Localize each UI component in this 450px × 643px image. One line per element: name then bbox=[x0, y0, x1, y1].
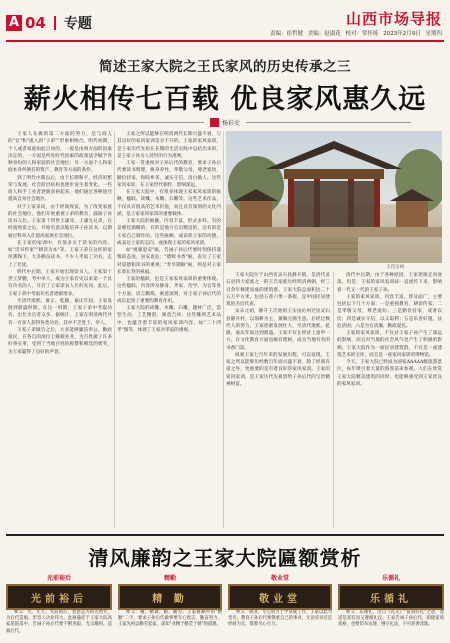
plaque-card bbox=[118, 573, 222, 640]
byline-marker-icon bbox=[210, 118, 219, 127]
plaque-title: 精勤 bbox=[163, 575, 176, 582]
paragraph: 王家大院位于山西省灵石县静升镇，是清代灵石县四大家族之一的王氏家族历经明清两朝，经三百余年修建而成的建筑群。王家大院总面积达二十五万平方米，包括五巷六堡一条街，是中国民居建筑的杰出代表。 bbox=[226, 273, 330, 307]
plaque-image: 精 勤 bbox=[118, 584, 222, 610]
stone-steps bbox=[310, 237, 358, 263]
column-divider bbox=[333, 272, 334, 528]
column-divider bbox=[114, 131, 115, 528]
article-column-1 bbox=[8, 131, 112, 528]
article-column-4 bbox=[337, 272, 442, 528]
paragraph: 王家之所以能够在明清两代长期兴盛不衰，与其良好的家风家训是分不开的。王家的家风家训，是王家历代先祖在长期的生活实践中总结出来的，是王家子孙为人处世的行为准则。 bbox=[117, 132, 221, 159]
designer-credit: 美编：赵淑花 bbox=[307, 31, 341, 37]
paragraph: 明代中后期，王家开始出现读书人。王家第十世王梦鹏，考中举人，成为王家有史以来第一个具有功名的人，开启了王家读书入仕的先河。此后，王家子弟中考取功名者逐渐增多。 bbox=[8, 269, 112, 297]
plaque-image: 乐循礼 bbox=[338, 584, 444, 610]
paragraph: 王家人在做的第二方面的努力，是与商人的"官"和"流入的"子弟""形象相吻合。明代初期，个人或者家庭如此自居的，一般是由两方面的因素决定的，一方面是所处时代因素的政策法令赋予各种身份的人和家庭的社会地位；另一方面个人和家庭本身所拥有的资产、教育等方面的条件。 bbox=[8, 132, 112, 174]
paragraph: 王家子弟做官之后，大多能够廉洁奉公，勤政爱民，在各自的岗位上兢兢业业，为百姓做了许多好事实事，受到了当地百姓的称赞和朝廷的褒奖，为王家赢得了良好的声誉。 bbox=[8, 327, 112, 355]
page-badge bbox=[6, 14, 92, 32]
paragraph: 王家大院的匾额，内容丰富，形式多样。有的是朝廷颁赐的，有的是地方官员赠送的，还有的是王家自己制作的。这些匾额，或表彰王家的功德，或表达王家的志向，或体现王家的家风家训。 bbox=[117, 219, 221, 246]
plaque-card bbox=[6, 573, 112, 640]
credits-line bbox=[267, 29, 442, 37]
page-number: 04 bbox=[25, 14, 46, 32]
hall-interior bbox=[294, 181, 374, 227]
temple-photo bbox=[226, 131, 442, 263]
paragraph: 在王家的家训中，有很多关于读书的内容。如"诗书传家""耕读为本"等。王家子弟在这样的家风熏陶下，大多勤奋读书，不少人考取了功名，走上了仕途。 bbox=[8, 240, 112, 268]
byline-row bbox=[0, 116, 450, 128]
page-header bbox=[0, 0, 450, 46]
article-kicker: 简述王家大院之王氏家风的历史传承之三 bbox=[99, 59, 351, 75]
pillar bbox=[374, 179, 380, 229]
byline-rule-right bbox=[246, 122, 411, 123]
paragraph: 对于王家来说，由于经商致富，为了改变家族的社会地位，他们开始重视子弟的教育，鼓励子孙读书入仕。王家第十四世王谦受、王谦光兄弟，在经商致富之后，开始有意识地培养子孙读书，以期通过科举入仕提高家族社会地位。 bbox=[8, 204, 112, 239]
plaque-description: 释义：精，精诚；勤，勤劳。王家匾额中的"精勤"二字，要求子孙后代做事要专心致志、勤奋努力。王家先祖以勤劳起家，深知"业精于勤荒于嬉"的道理。 bbox=[118, 610, 222, 628]
pavilion-left bbox=[240, 201, 272, 227]
article-headline: 薪火相传七百载 优良家风惠久远 bbox=[23, 84, 427, 115]
header-rule bbox=[6, 40, 444, 42]
temple-illustration bbox=[226, 131, 442, 263]
hall-eave bbox=[284, 169, 384, 179]
section-title: 清风廉韵之王家大院匾额赏析 bbox=[88, 546, 362, 570]
hall-roof bbox=[266, 141, 402, 169]
plaque-card bbox=[338, 573, 444, 640]
section-rule bbox=[6, 534, 444, 536]
paragraph: 王家一贯重视对子孙后代的教育，要求子孙后代要读书明理，修身养性，孝敬父母，尊老爱幼，勤俭持家，和睦乡邻，诚实守信，清白做人。这些家风家训，在王家世代相传，影响深远。 bbox=[117, 161, 221, 188]
newspaper-masthead: 山西市场导报 bbox=[345, 10, 442, 28]
paragraph: 王家的家风家训，内容丰富，涉及面广，主要包括以下几个方面：一是重视教育，耕读传家；二是孝敬父母，尊老爱幼；三是勤俭持家，戒奢以俭；四是诚实守信，以义取利；五是乐善好施，扶危济困；六是为官清廉，勤政爱民。 bbox=[337, 294, 442, 329]
article-column-3 bbox=[226, 272, 330, 528]
section-name: 专题 bbox=[63, 16, 92, 32]
plaque-title: 乐循礼 bbox=[381, 575, 400, 582]
author-byline: 杨彩史 bbox=[221, 119, 240, 127]
plaque-card bbox=[228, 573, 332, 640]
article-column-2 bbox=[117, 131, 221, 528]
paragraph: 王家的楹联，也是王家家风家训的重要体现。这些楹联，内容涉及修身、齐家、治学、为官等各个方面，语言精炼，寓意深刻，对王家子孙后代的成长起到了重要的教育作用。 bbox=[117, 277, 221, 304]
badge-divider bbox=[54, 16, 56, 30]
plaque-gallery bbox=[6, 573, 444, 640]
paragraph: 今天，王家大院已经成为国家AAAAA级旅游景区，每年吸引着大量的游客前来参观。人们在欣赏王家大院精美建筑的同时，也能够感受到王家优良的家风家训。 bbox=[337, 360, 442, 387]
editor-credit: 责编：崔哲健 bbox=[269, 31, 303, 37]
issue-weekday: 星期四 bbox=[425, 31, 442, 37]
paragraph: 纵观王家七百年来的发展历程，可以发现，王家之所以能够历经数百年而兴盛不衰，除了经商有道之外，更重要的是有着良好的家风家训。王家的家风家训，是王家历代先祖留给子孙后代的宝贵精神财富。 bbox=[226, 352, 330, 387]
column-divider bbox=[223, 131, 224, 528]
plaque-image: 光前裕后 bbox=[6, 584, 112, 610]
paragraph: 至清代康熙、雍正、乾隆、嘉庆年间，王家发展到鼎盛时期。在这一时期，王家子弟中考取功名、出仕为官者众多。据统计，王家在明清两代共有一百多人获得各类功名，其中不乏进士、举人。 bbox=[8, 298, 112, 326]
issue-date: 2023年2月9日 bbox=[383, 31, 421, 37]
plaque-description: 释义：敬业，专心致力于学业或工作。王家以此为堂名，教育子孙后代要敬重自己的事业，无论读书还是经商为官，都要尽心尽力。 bbox=[228, 610, 332, 628]
plaque-image: 敬业堂 bbox=[228, 584, 332, 610]
paragraph: 清代中后期，由于各种原因，王家逐渐走向衰落。但是，王家的家风家训却一直流传下来，影响着一代又一代的王家子孙。 bbox=[337, 273, 442, 293]
byline-rule-left bbox=[39, 122, 204, 123]
plaque-description: 释义：乐循礼，出自《礼记》"富而好礼"之意，意思是富有而又遵循礼仪。王家告诫子孙后代，即使家境富裕，也要知书达理，遵守礼法，不可骄奢淫逸。 bbox=[338, 610, 444, 628]
paragraph: 宋末元初，静升王氏始祖王实由沁州迁居灵石县静升村，以佃耕为主，兼做豆腐生意。后经过数代人的努力，王家逐渐发展壮大，至清代康熙、乾隆、嘉庆年间达到鼎盛。王家不仅在经济上富甲一方，在文化教育方面也颇有建树，成为当地有名的书香门第。 bbox=[226, 309, 330, 351]
paragraph: 在王家大院中，有很多体现王家家风家训的匾额、楹联、砖雕、木雕、石雕等。这些艺术作品，不仅具有很高的艺术价值，而且具有深刻的文化内涵，是王家家风家训的重要载体。 bbox=[117, 190, 221, 217]
plaque-title: 敬业堂 bbox=[270, 575, 289, 582]
pavilion-right bbox=[396, 201, 428, 227]
proofreader-credit: 校对：常怀练 bbox=[345, 31, 379, 37]
page-letter: A bbox=[6, 15, 22, 31]
plaque-description: 释义：光，光大。光前裕后，意思是为祖先增光，为后代造福。形容人功业伟大。此匾悬挂于王家大院高家崖院落中，告诫子孙后代要不断进取，光宗耀祖，造福后代。 bbox=[6, 610, 112, 634]
paragraph: 王家大院的砖雕、木雕、石雕，题材广泛，造型生动，工艺精湛，寓意吉祥。这些雕刻艺术品中，也蕴含着丰富的家风家训内容，如"二十四孝"图等，体现了王家对孝道的重视。 bbox=[117, 306, 221, 333]
stone-platform bbox=[226, 227, 442, 237]
paragraph: 到了明代中期以后，由于长期和平，经济的繁荣与发展，社会阶层结构也逐步发生着变化。一些商人和手工业者逐渐富裕起来，他们通过各种途径提高自身社会地位。 bbox=[8, 175, 112, 203]
photo-caption: 王氏宗祠 bbox=[386, 265, 404, 270]
paragraph: 如"视履思安"匾，告诫子孙后代要时刻保持谨慎的态度，居安思危；"德辉书香"匾，表达了王家对道德和读书的重视；"寿享期颐"匾，则是对王家长辈长寿的祝福。 bbox=[117, 248, 221, 275]
plaque-title: 光前裕后 bbox=[46, 575, 71, 582]
pillar bbox=[288, 179, 294, 229]
paragraph: 王家的家风家训，不仅对王家子孙产生了深远的影响，而且对当地的社会风气也产生了积极的影响。王家大院作为一座民居建筑群，不仅是一座建筑艺术的宝库，而且是一座家风家训的博物馆。 bbox=[337, 331, 442, 358]
